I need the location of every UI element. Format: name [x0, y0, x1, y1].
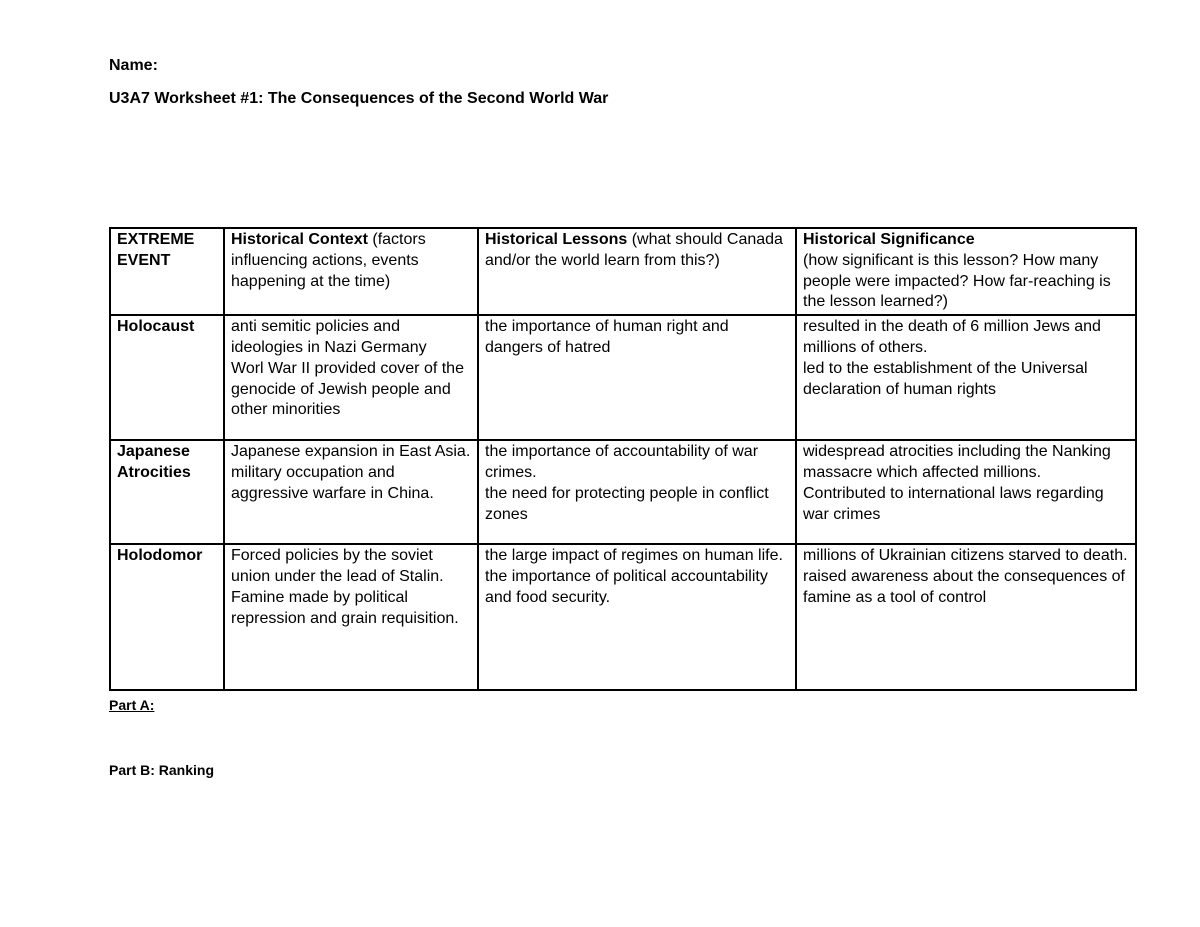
lessons-text: the importance of political accountability and food security. [485, 567, 768, 606]
event-cell [110, 440, 224, 544]
event-cell [110, 544, 224, 690]
worksheet-title: U3A7 Worksheet #1: The Consequences of the Second World War [109, 90, 609, 107]
context-cell [224, 544, 478, 690]
lessons-cell [478, 544, 796, 690]
lessons-cell [478, 315, 796, 440]
header-significance-title: Historical Significance [803, 231, 975, 248]
significance-text: widespread atrocities including the Nanking massacre which affected millions. [803, 443, 1111, 481]
significance-text: Contributed to international laws regarding war crimes [803, 484, 1104, 523]
event-name: Holocaust [117, 318, 195, 336]
context-text: military occupation and aggressive warfare in China. [231, 463, 434, 502]
header-lessons-title: Historical Lessons [485, 231, 628, 248]
lessons-text: the importance of accountability of war crimes. [485, 443, 759, 481]
context-cell [224, 315, 478, 440]
lessons-text: the need for protecting people in conflict zones [485, 484, 769, 523]
significance-text: resulted in the death of 6 million Jews and millions of others. [803, 318, 1101, 356]
table-row [110, 315, 1136, 440]
lessons-text: the large impact of regimes on human life. [485, 547, 783, 565]
significance-text: led to the establishment of the Universal declaration of human rights [803, 359, 1088, 398]
header-event-line: EXTREME [117, 231, 195, 248]
event-cell [110, 315, 224, 440]
table-header-row [110, 228, 1136, 315]
significance-cell [796, 315, 1136, 440]
table-row [110, 544, 1136, 690]
significance-text: millions of Ukrainian citizens starved to death. [803, 547, 1128, 565]
header-context-description: (factors influencing actions, events happening at the time) [231, 231, 426, 290]
name-label: Name: [109, 57, 158, 74]
event-name: Japanese [117, 443, 190, 461]
significance-cell [796, 544, 1136, 690]
header-event-line: EVENT [117, 251, 171, 269]
context-text: anti semitic policies and ideologies in Nazi Germany [231, 318, 427, 356]
header-cell-lessons [478, 228, 796, 315]
consequences-table [109, 227, 1137, 691]
header-significance-description: (how significant is this lesson? How many people were impacted? How far-reaching is the lesson learned?) [803, 251, 1111, 311]
context-cell [224, 440, 478, 544]
header-cell-context [224, 228, 478, 315]
context-text: Forced policies by the soviet union under the lead of Stalin. [231, 547, 444, 585]
lessons-cell [478, 440, 796, 544]
header-cell-event [110, 228, 224, 315]
significance-cell [796, 440, 1136, 544]
part-b-heading: Part B: Ranking [109, 762, 215, 778]
event-name: Holodomor [117, 547, 203, 565]
lessons-text: the importance of human right and dangers of hatred [485, 318, 729, 356]
significance-text: raised awareness about the consequences of famine as a tool of control [803, 567, 1125, 606]
part-a-heading: Part A: [109, 697, 155, 713]
context-text: Worl War II provided cover of the genocide of Jewish people and other minorities [231, 359, 464, 419]
header-lessons-description: (what should Canada and/or the world learn from this?) [485, 231, 783, 269]
header-cell-significance [796, 228, 1136, 315]
context-text: Famine made by political repression and grain requisition. [231, 588, 459, 627]
event-name: Atrocities [117, 463, 191, 481]
header-context-title: Historical Context [231, 231, 368, 248]
table-row [110, 440, 1136, 544]
context-text: Japanese expansion in East Asia. [231, 443, 471, 461]
